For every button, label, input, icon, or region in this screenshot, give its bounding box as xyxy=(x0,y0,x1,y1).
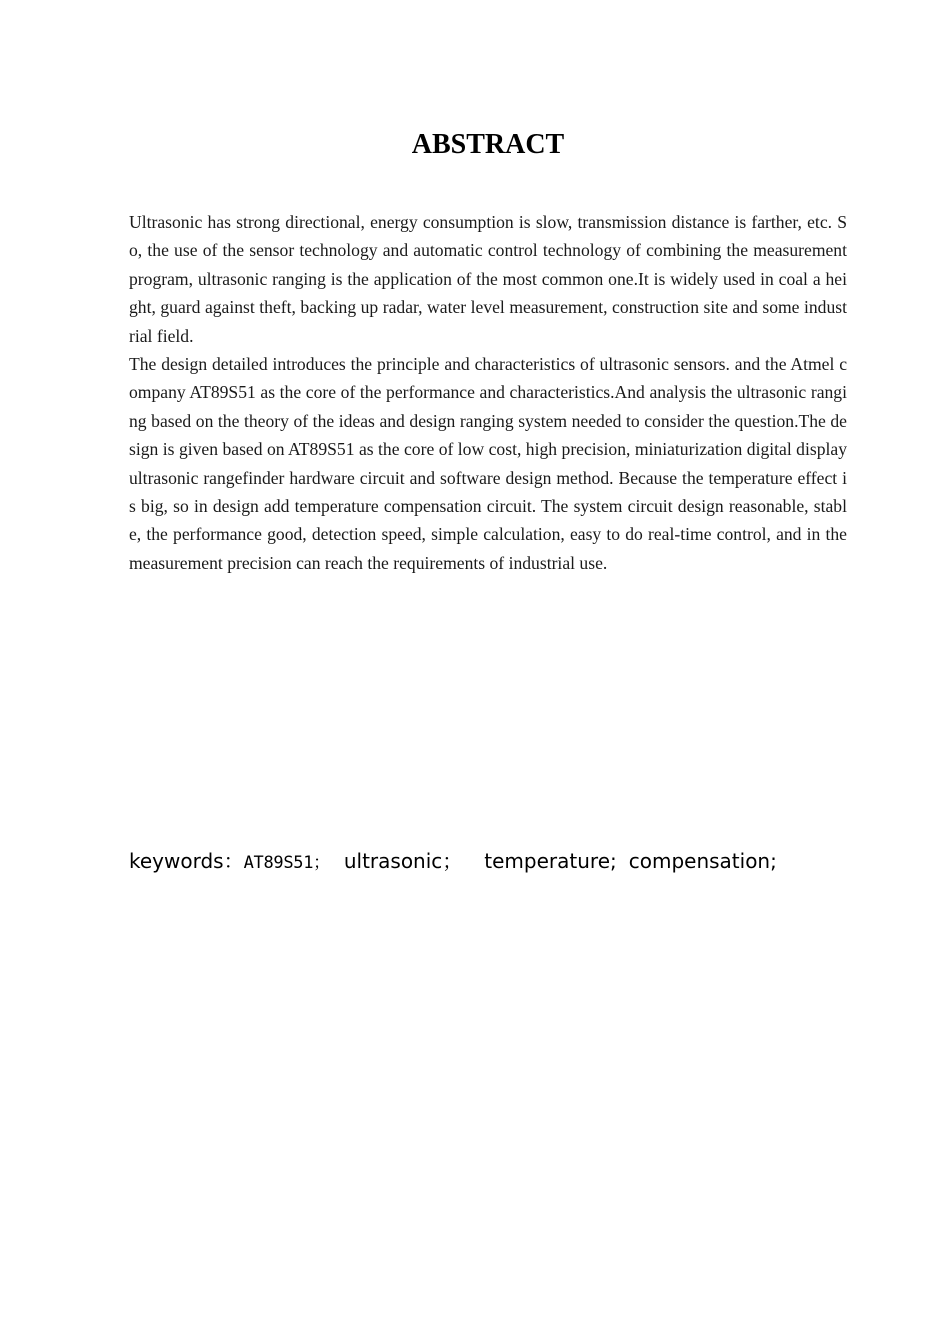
keyword-item: compensation; xyxy=(628,849,777,873)
abstract-paragraph-1: Ultrasonic has strong directional, energy consumption is slow, transmission distance is farther, etc. So, the use of the sensor technology and automatic control technology of combining the measurement program, ultrasonic ranging is the application of the most common one.It is widely used in coal a height, guard against theft, backing up radar, water level measurement, construction site and some industrial field. xyxy=(129,212,847,346)
abstract-paragraph-2: The design detailed introduces the principle and characteristics of ultrasonic sensors. and the Atmel company AT89S51 as the core of the performance and characteristics.And analysis the ultrasonic ranging based on the theory of the ideas and design ranging system needed to consider the question.The design is given based on AT89S51 as the core of low cost, high precision, miniaturization digital display ultrasonic rangefinder hardware circuit and software design method. Because the temperature effect is big, so in design add temperature compensation circuit. The system circuit design reasonable, stable, the performance good, detection speed, simple calculation, easy to do real-time control, and in the measurement precision can reach the requirements of industrial use. xyxy=(129,354,847,573)
keywords-line xyxy=(129,845,889,879)
keyword-item: ultrasonic； xyxy=(343,849,463,873)
keyword-item: temperature; xyxy=(484,849,617,873)
keywords-label: keywords： xyxy=(129,849,244,873)
abstract-body xyxy=(129,208,847,577)
abstract-title: ABSTRACT xyxy=(411,129,565,160)
keyword-item: AT89S51； xyxy=(243,853,330,873)
